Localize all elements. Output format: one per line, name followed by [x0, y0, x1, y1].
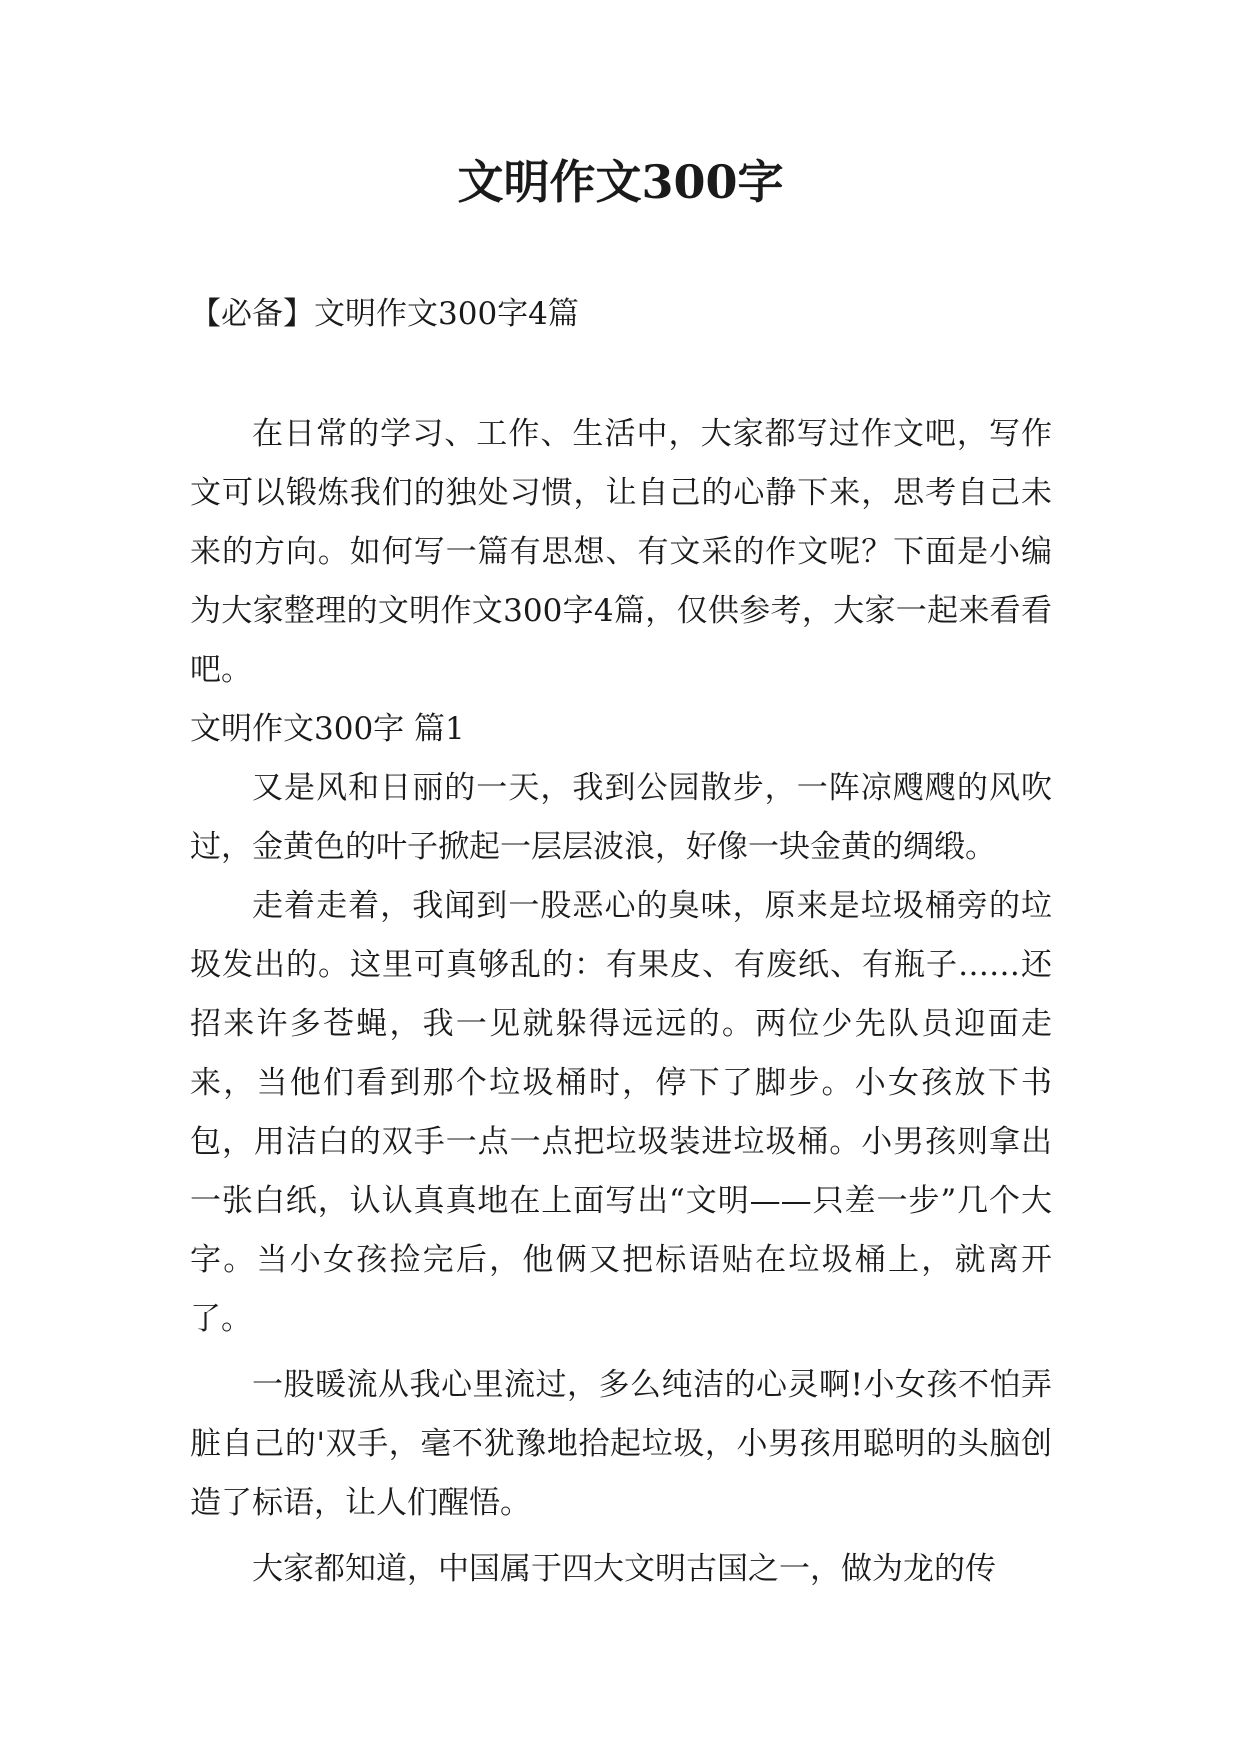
body-paragraph: 一股暖流从我心里流过，多么纯洁的心灵啊!小女孩不怕弄脏自己的'双手，毫不犹豫地拾起垃圾，小男孩用聪明的头脑创造了标语，让人们醒悟。 — [190, 1367, 1052, 1521]
section-heading: 文明作文300字 篇1 — [190, 711, 465, 747]
document-body — [190, 405, 1052, 1599]
body-paragraph: 又是风和日丽的一天，我到公园散步，一阵凉飕飕的风吹过，金黄色的叶子掀起一层层波浪，好像一块金黄的绸缎。 — [190, 770, 1052, 865]
document-subtitle: 【必备】文明作文300字4篇 — [190, 296, 579, 332]
intro-paragraph: 在日常的学习、工作、生活中，大家都写过作文吧，写作文可以锻炼我们的独处习惯，让自己的心静下来，思考自己未来的方向。如何写一篇有思想、有文采的作文呢？下面是小编为大家整理的文明作文300字4篇，仅供参考，大家一起来看看吧。 — [190, 416, 1052, 688]
document-title: 文明作文300字 — [457, 155, 784, 209]
body-paragraph: 走着走着，我闻到一股恶心的臭味，原来是垃圾桶旁的垃圾发出的。这里可真够乱的：有果皮、有废纸、有瓶子……还招来许多苍蝇，我一见就躲得远远的。两位少先队员迎面走来，当他们看到那个垃圾桶时，停下了脚步。小女孩放下书包，用洁白的双手一点一点把垃圾装进垃圾桶。小男孩则拿出一张白纸，认认真真地在上面写出“文明——只差一步”几个大字。当小女孩捡完后，他俩又把标语贴在垃圾桶上，就离开了。 — [190, 888, 1052, 1337]
body-paragraph: 大家都知道，中国属于四大文明古国之一，做为龙的传 — [252, 1551, 996, 1587]
